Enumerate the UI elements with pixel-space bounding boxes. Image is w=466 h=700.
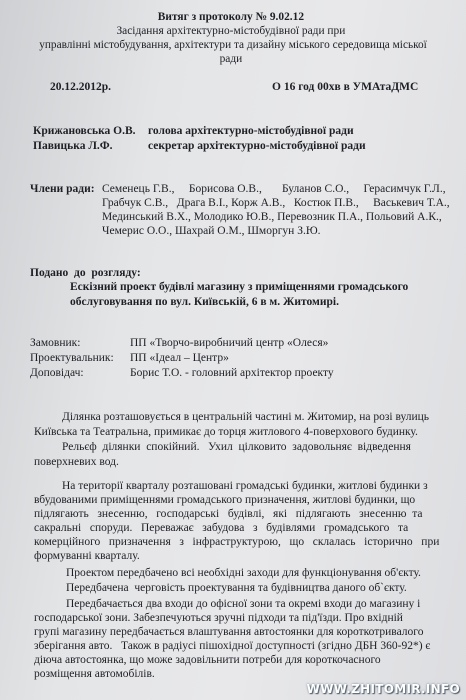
secretary-name: Павицька Л.Ф. [33, 140, 113, 152]
body-line-2: Київська та Театральна, примикає до торця житлового 4-поверхового будинку. [34, 426, 418, 438]
project-title-line-1: Ескізний проект будівлі магазину з приміщеннями громадського [70, 281, 409, 293]
body-line-16: зберігання авто. Також в радіусі пішохідної доступності (згідно ДБН 360-92*) є [34, 640, 431, 652]
body-line-12: Передбачена черговість проектування та будівництва даного об`єкту. [66, 582, 407, 594]
body-line-15: групі магазину передбачається влаштування автостоянки для короткотривалого [34, 626, 424, 638]
speaker-value: Борис Т.О. - головний архітектор проекту [130, 367, 334, 379]
members-line-2: Грабчук С.В., Драга В.І., Корж А.В., Костюк П.В., Васькевич Т.А., [102, 197, 450, 209]
customer-value: ПП «Творчо-виробничий центр «Олеся» [130, 337, 329, 349]
council-line-2: управлінні містобудування, архітектури та дизайну міського середовища міської [39, 39, 427, 51]
body-line-18: розміщення автомобілів. [34, 668, 155, 680]
designer-value: ПП «Ідеал – Центр» [130, 352, 229, 364]
body-line-1: Ділянка розташовується в центральній частині м. Житомир, на розі вулиць [62, 411, 430, 423]
members-label: Члени ради: [30, 183, 95, 195]
secretary-role: секретар архітектурно-містобудівної ради [148, 140, 366, 152]
body-line-6: вбудованими приміщеннями громадського призначення, житлові будинки, що [34, 494, 416, 506]
body-line-9: комерційного призначення з інфраструктурою, що склалась історично при [34, 536, 440, 548]
document-title: Витяг з протоколу № 9.02.12 [157, 11, 305, 23]
body-line-10: формуванні кварталу. [34, 550, 140, 562]
chair-name: Крижановська О.В. [33, 125, 136, 137]
customer-label: Замовник: [30, 337, 81, 349]
body-line-5: На території кварталу розташовані громадські будинки, житлові будинки з [62, 480, 428, 492]
speaker-label: Доповідач: [30, 367, 84, 379]
body-line-11: Проектом передбачено всі необхідні заходи для функціонування об'єкту. [66, 567, 421, 579]
council-line-1: Засідання архітектурно-містобудівної ради при [116, 25, 346, 37]
members-line-1: Семенець Г.В., Борисова О.В., Буланов С.О., Герасимчук Г.Л., [102, 183, 446, 195]
designer-label: Проектувальник: [30, 352, 114, 364]
body-line-13: Передбачається два входи до офісної зони та окремі входи до магазину і [66, 598, 421, 610]
members-line-3: Мединський В.Х., Молодико Ю.В., Перевозник П.А., Польовий А.К., [102, 211, 442, 223]
body-line-7: підлягають знесенню, господарські будівлі, які підлягають знесенню та [34, 508, 423, 520]
meeting-time-place: О 16 год 00хв в УМАтаДМС [272, 81, 419, 93]
meeting-date: 20.12.2012р. [50, 81, 112, 93]
watermark: WWW.ZHITOMIR.INFO [306, 682, 460, 696]
body-line-8: сакральні споруди. Переважає забудова з будівлями громадського та [34, 522, 409, 534]
project-title-line-2: обслуговування по вул. Київській, 6 в м. Житомирі. [70, 296, 339, 308]
body-line-14: господарської зони. Забезпечуються зручні підходи та під'їзди. Про вхідній [34, 612, 403, 624]
chair-role: голова архітектурно-містобудівної ради [148, 125, 354, 137]
submitted-label: Подано до розгляду: [30, 267, 141, 279]
body-line-3: Рельєф ділянки спокійний. Ухил цілковито задовольняє відведення [62, 441, 411, 453]
body-line-4: поверхневих вод. [34, 456, 119, 468]
members-line-4: Чемерис О.О., Шахрай О.М., Шморгун З.Ю. [102, 225, 321, 237]
council-line-3: ради [219, 53, 243, 65]
body-line-17: діюча автостоянка, що може задовільнити потреби для короткочасного [34, 654, 381, 666]
